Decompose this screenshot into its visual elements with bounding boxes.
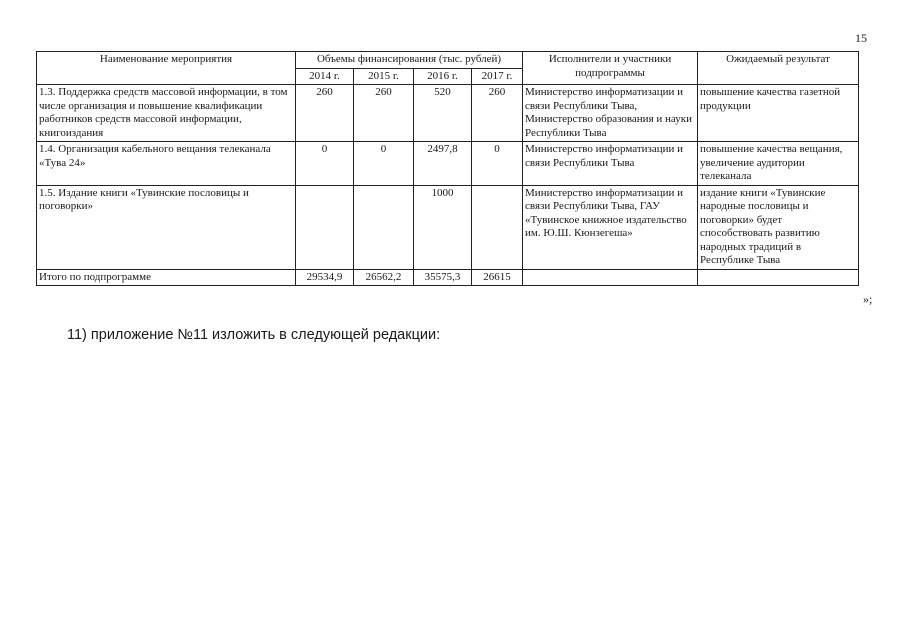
row-executors: Министерство информатизации и связи Республики Тыва, ГАУ «Тувинское книжное издательство им. Ю.Ш. Кюнзегеша» <box>523 185 698 269</box>
financing-table <box>36 51 859 286</box>
header-executors: Исполнители и участники подпрограммы <box>523 52 698 85</box>
row-result: повышение качества вещания, увеличение аудитории телеканала <box>698 142 859 186</box>
row-value <box>296 185 354 269</box>
total-row <box>37 269 859 286</box>
closing-quote-mark: »; <box>863 292 873 306</box>
row-value: 260 <box>472 85 523 142</box>
row-value: 2497,8 <box>414 142 472 186</box>
row-value: 0 <box>472 142 523 186</box>
total-value: 29534,9 <box>296 269 354 286</box>
header-name: Наименование мероприятия <box>37 52 296 85</box>
row-executors: Министерство информатизации и связи Республики Тыва <box>523 142 698 186</box>
header-year: 2016 г. <box>414 68 472 85</box>
row-name: 1.3. Поддержка средств массовой информации, в том числе организация и повышение квалификации работников средств массовой информации, книгоиздания <box>37 85 296 142</box>
amendment-paragraph: 11) приложение №11 изложить в следующей редакции: <box>67 327 441 343</box>
header-year: 2017 г. <box>472 68 523 85</box>
row-value: 1000 <box>414 185 472 269</box>
total-value: 35575,3 <box>414 269 472 286</box>
page-number: 15 <box>855 31 867 45</box>
row-result: издание книги «Тувинские народные пословицы и поговорки» будет способствовать развитию народных традиций в Республике Тыва <box>698 185 859 269</box>
total-result-empty <box>698 269 859 286</box>
header-year: 2014 г. <box>296 68 354 85</box>
row-executors: Министерство информатизации и связи Республики Тыва, Министерство образования и науки Республики Тыва <box>523 85 698 142</box>
header-row <box>37 52 859 69</box>
table-row <box>37 85 859 142</box>
row-value: 0 <box>296 142 354 186</box>
row-value <box>472 185 523 269</box>
table-row <box>37 185 859 269</box>
total-value: 26615 <box>472 269 523 286</box>
row-value: 260 <box>354 85 414 142</box>
header-funding: Объемы финансирования (тыс. рублей) <box>296 52 523 69</box>
total-executors-empty <box>523 269 698 286</box>
table-row <box>37 142 859 186</box>
total-value: 26562,2 <box>354 269 414 286</box>
header-year: 2015 г. <box>354 68 414 85</box>
row-value: 0 <box>354 142 414 186</box>
header-result: Ожидаемый результат <box>698 52 859 85</box>
row-value: 520 <box>414 85 472 142</box>
row-result: повышение качества газетной продукции <box>698 85 859 142</box>
row-value <box>354 185 414 269</box>
row-value: 260 <box>296 85 354 142</box>
row-name: 1.4. Организация кабельного вещания телеканала «Тува 24» <box>37 142 296 186</box>
row-name: 1.5. Издание книги «Тувинские пословицы и поговорки» <box>37 185 296 269</box>
total-label: Итого по подпрограмме <box>37 269 296 286</box>
